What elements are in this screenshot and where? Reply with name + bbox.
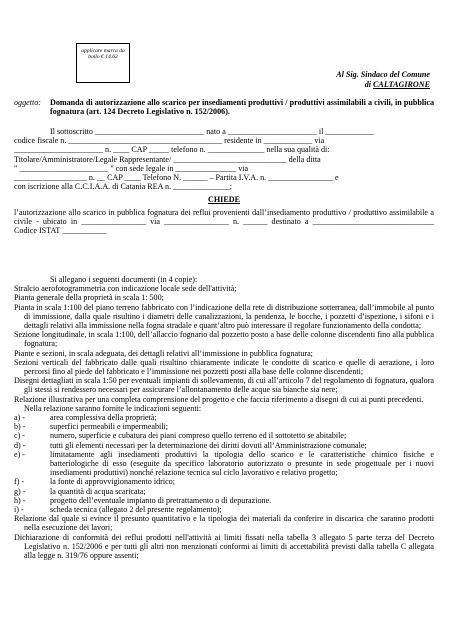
report-intro: Nella relazione saranno fornite le indicazioni seguenti: <box>24 403 202 413</box>
report-item: i) - scheda tecnica (allegato 2 del presente regolamento); <box>14 505 222 515</box>
form-line: __________________ n. __ CAP ____ Telefono N. ______ – Partita I.V.A. n. ________________ e <box>14 173 339 183</box>
form-line: ______________________ n. ____ CAP _____ telefono n. ______________ nella sua qualità di: <box>14 145 330 155</box>
subject-text: Domanda di autorizzazione allo scarico per insediamenti produttivi / produttivi assimilabili a civili, in pubblica fognatura (art. 124 Decreto Legislativo n. 152/2006). <box>50 98 434 117</box>
stamp-text: applicare marca da bollo € 14.62 <box>81 48 125 61</box>
addressee <box>336 70 430 90</box>
addressee-line2: di CALTAGIRONE <box>364 80 430 89</box>
documents-intro: Si allegano i seguenti documenti (in 4 copie): <box>50 275 198 284</box>
document-item: Pianta in scala 1:100 del piano terreno fabbricato con l’indicazione della rete di distribuzione sotterranea, dall’immobile al punto di immissione, dalla quale risultino i diametri delle canalizzazioni, la pendenza, le bocche, i pozzetti d’ispezione, i sifoni e i dettagli relativi alla immissione nella fogna stradale e quant’altro può interessare il regolare funzionamento della condotta; <box>14 302 434 331</box>
documents-section <box>14 275 434 560</box>
document-item: Piante e sezioni, in scala adeguata, dei dettagli relativi all’immissione in pubblica fognatura; <box>14 348 313 358</box>
subject <box>14 98 434 116</box>
document-item: Relazione illustrativa per una completa comprensione del progetto e che faccia riferimento a disegni di cui ai punti precedenti. <box>14 394 424 404</box>
closing-item: Relazione dal quale si evince il presunto quantitativo e la tipologia dei materiali da conferire in discarica che saranno prodotti nella esecuzione dei lavori; <box>14 514 434 533</box>
report-item: b) - superfici permeabili e impermeabili; <box>14 422 168 432</box>
addressee-line1: Al Sig. Sindaco del Comune <box>336 70 430 79</box>
document-item: Disegni dettagliati in scala 1:50 per eventuali impianti di sollevamento, di cui all’articolo 7 del regolamento di fognatura, qualora gli stessi si rendessero necessari per assicurare l’allontanamento delle acque sia bianche sia nere; <box>14 376 434 395</box>
addressee-city: CALTAGIRONE <box>373 80 430 89</box>
report-item: e) - limitatamente agli insediamenti produttivi la tipologia dello scarico e le caratteristiche chimico fisiche e batteriologiche di esso (eseguite da specifico laboratorio autorizzato o presunte in sede progettuale per i nuovi insediamenti produttivi) nonché relazione tecnica sul ciclo lavorativo e relativo progetto; <box>14 449 434 478</box>
form-line: codice fiscale n. ______________________________________ residente in ____________ via <box>14 136 325 146</box>
report-item: g) - la quantità di acqua scaricata; <box>14 486 146 496</box>
form-line: Titolare/Amministratore/Legale Rappresentante/ ____________________________ della ditta <box>14 154 321 164</box>
subject-label: oggetto: <box>14 98 41 107</box>
chiede-heading: CHIEDE <box>208 195 240 205</box>
report-item: d) - tutti gli elementi necessari per la determinazione dei diritti dovuti all’Amministrazione comunale; <box>14 440 367 450</box>
document-item: Sezione longitudinale, in scala 1:100, dell’allaccio fognario dal pozzetto posto a base delle colonne discendenti fino alla pubblica fognatura; <box>14 330 434 349</box>
applicant-form <box>14 127 434 235</box>
document-item: Sezioni verticali del fabbricato dalle quali risultino chiaramente indicate le condotte di scarico e quelle di aerazione, i loro percorsi fino al piede del fabbricato e l’immissione nei pozzetti posti alla base delle colonne discendenti; <box>14 357 434 377</box>
form-line: Il sottoscritto ___________________________ nato a ______________________ il ____________ <box>50 127 374 136</box>
report-item: a) - area complessiva della proprietà; <box>14 413 157 423</box>
document-item: Stralcio aerofotogrammetria con indicazione locale sede dell'attività; <box>14 284 237 294</box>
document-item: Pianta generale della proprietà in scala 1: 500; <box>14 293 164 303</box>
closing-item: Dichiarazione di conformità dei reflui prodotti nell'attività ai limiti fissati nella tabella 3 allegato 5 parte terza del Decreto Legislativo n. 152/2006 e per tutti gli altri non menzionati conformi ai limiti di accettabilità previsti dalla tabella C allegata alla legge n. 319/76 oppure assenti; <box>14 532 434 561</box>
report-item: f) - la fonte di approvvigionamento idrico; <box>14 477 175 487</box>
form-line: con iscrizione alla C.C.I.A.A. di Catania REA n. ______________; <box>14 182 233 192</box>
report-item: h) - progetto dell’eventuale impianto di pretrattamento o di depurazione. <box>14 495 272 505</box>
report-item: c) - numero, superficie e cubatura dei piani compreso quello terreno ed il sottotetto se abitabile; <box>14 431 347 441</box>
form-line: " ______________________ " con sede legale in _______________ via <box>14 163 249 173</box>
revenue-stamp-box <box>76 43 130 83</box>
request-text: l’autorizzazione allo scarico in pubblica fognatura dei reflui provenienti dall’insediamento produttivo / produttivo assimilabile a civile - ubicato in ________________ via ________________ n. ______ destinato a ______________________________ Codice ISTAT ___________ <box>14 207 434 236</box>
